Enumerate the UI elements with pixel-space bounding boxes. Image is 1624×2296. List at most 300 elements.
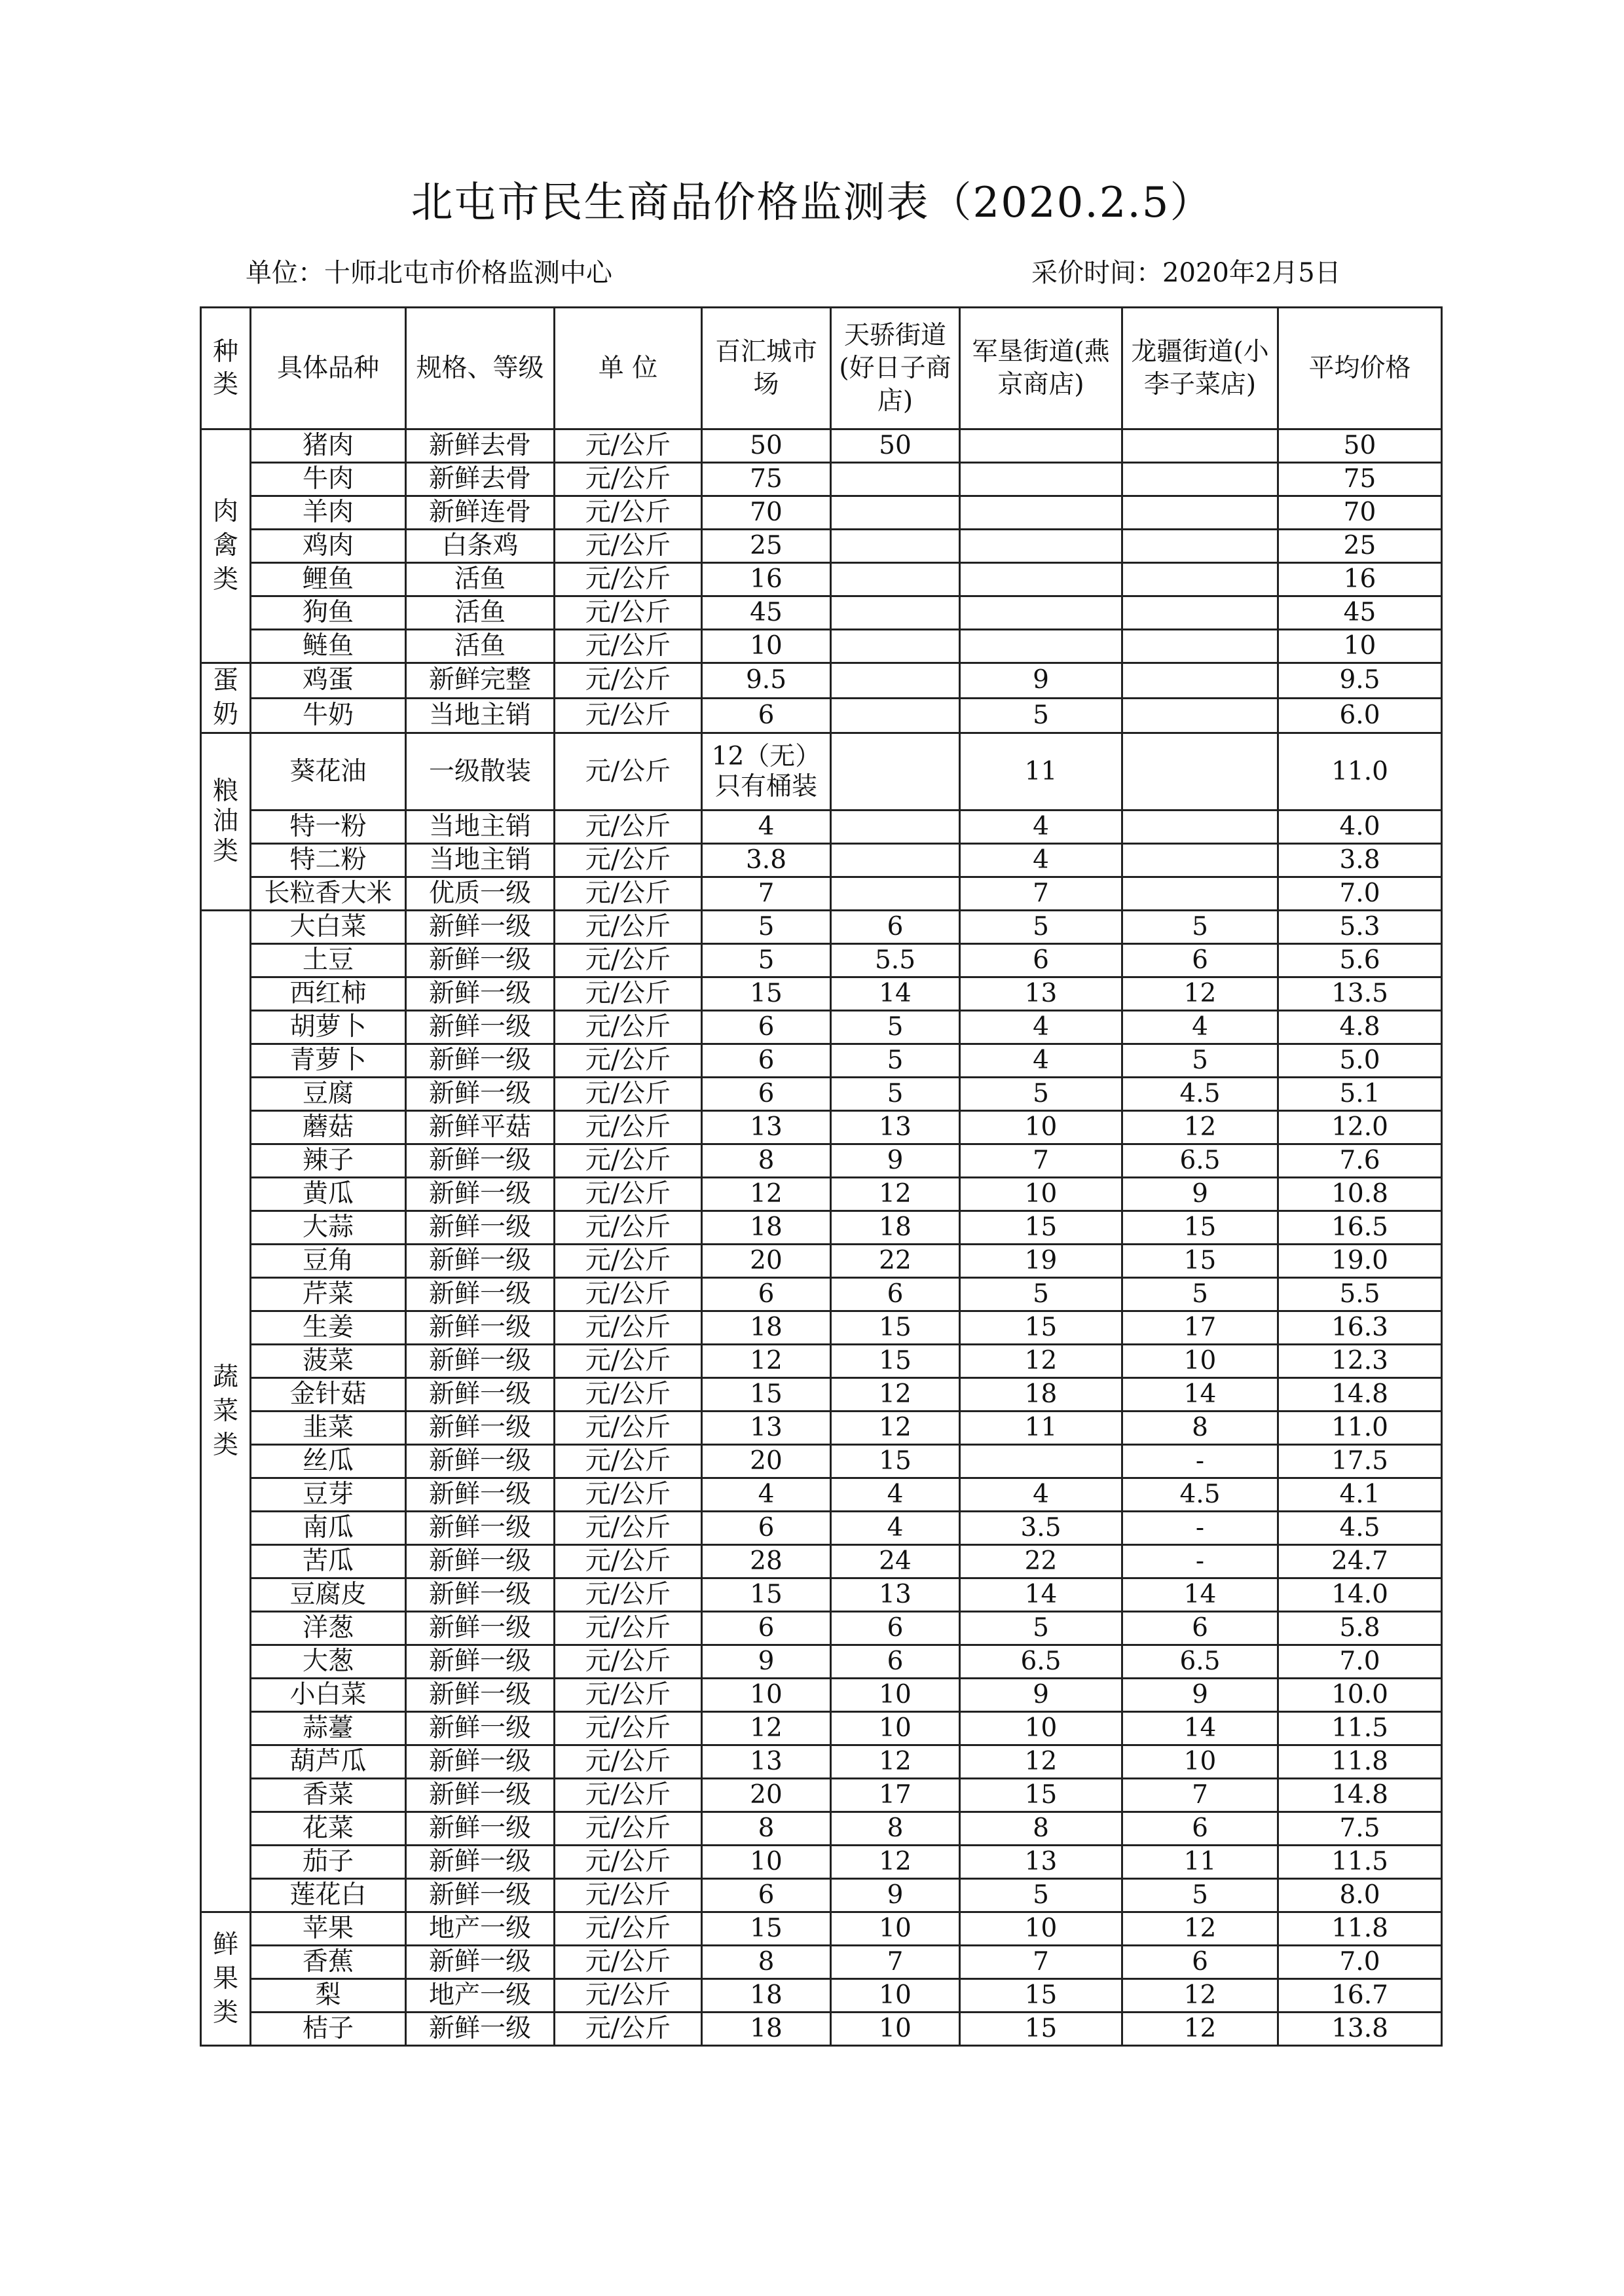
spec-cell: 新鲜一级 (406, 1445, 555, 1478)
price-market-4-cell: 6 (1122, 1612, 1278, 1645)
item-cell: 猪肉 (251, 429, 406, 463)
price-market-4-cell: 12 (1122, 1979, 1278, 2013)
price-market-4-cell: 5 (1122, 1278, 1278, 1311)
table-row (201, 596, 1442, 630)
spec-cell: 新鲜一级 (406, 1144, 555, 1178)
price-market-4-cell: 6.5 (1122, 1645, 1278, 1679)
unit-cell: 元/公斤 (555, 1144, 702, 1178)
price-market-3-cell: 5 (960, 1278, 1122, 1311)
price-market-1-cell: 13 (702, 1745, 831, 1779)
table-row (201, 1679, 1442, 1712)
price-market-2-cell: 5 (831, 1078, 960, 1111)
table-row (201, 844, 1442, 877)
header-item: 具体品种 (251, 308, 406, 429)
average-price-cell: 24.7 (1278, 1545, 1442, 1578)
unit-cell: 元/公斤 (555, 496, 702, 530)
header-market-2: 天骄街道(好日子商店) (831, 308, 960, 429)
header-category: 种类 (201, 308, 251, 429)
price-market-3-cell: 15 (960, 2013, 1122, 2046)
spec-cell: 新鲜一级 (406, 1779, 555, 1812)
item-cell: 洋葱 (251, 1612, 406, 1645)
price-market-3-cell: 15 (960, 1979, 1122, 2013)
unit-cell: 元/公斤 (555, 530, 702, 563)
item-cell: 鲤鱼 (251, 563, 406, 596)
price-market-2-cell: 12 (831, 1178, 960, 1211)
average-price-cell: 11.8 (1278, 1745, 1442, 1779)
price-market-1-cell: 18 (702, 1211, 831, 1245)
price-market-2-cell: 14 (831, 977, 960, 1011)
item-cell: 鲢鱼 (251, 630, 406, 663)
price-market-2-cell: 24 (831, 1545, 960, 1578)
price-market-2-cell: 4 (831, 1512, 960, 1545)
average-price-cell: 5.6 (1278, 944, 1442, 977)
price-market-1-cell: 10 (702, 1679, 831, 1712)
average-price-cell: 16.5 (1278, 1211, 1442, 1245)
price-market-1-cell: 12 (702, 1712, 831, 1745)
price-market-4-cell: 12 (1122, 1111, 1278, 1144)
item-cell: 葵花油 (251, 733, 406, 811)
price-market-1-cell: 45 (702, 596, 831, 630)
header-spec: 规格、等级 (406, 308, 555, 429)
price-market-2-cell: 7 (831, 1946, 960, 1979)
price-market-4-cell (1122, 698, 1278, 733)
item-cell: 葫芦瓜 (251, 1745, 406, 1779)
price-market-3-cell: 7 (960, 1946, 1122, 1979)
table-row (201, 1946, 1442, 1979)
price-market-4-cell: 6.5 (1122, 1144, 1278, 1178)
table-row (201, 2013, 1442, 2046)
table-row (201, 1545, 1442, 1578)
price-market-2-cell (831, 563, 960, 596)
unit-cell: 元/公斤 (555, 911, 702, 944)
price-market-4-cell (1122, 429, 1278, 463)
spec-cell: 当地主销 (406, 844, 555, 877)
item-cell: 韭菜 (251, 1412, 406, 1445)
spec-cell: 新鲜一级 (406, 1044, 555, 1078)
table-row (201, 1445, 1442, 1478)
price-market-3-cell: 14 (960, 1578, 1122, 1612)
price-market-3-cell: 10 (960, 1712, 1122, 1745)
price-market-1-cell: 15 (702, 1912, 831, 1946)
price-market-3-cell: 7 (960, 1144, 1122, 1178)
unit-cell: 元/公斤 (555, 1044, 702, 1078)
average-price-cell: 17.5 (1278, 1445, 1442, 1478)
price-market-4-cell: 5 (1122, 1044, 1278, 1078)
average-price-cell: 4.0 (1278, 811, 1442, 844)
price-market-4-cell: 6 (1122, 944, 1278, 977)
price-market-4-cell (1122, 811, 1278, 844)
price-market-2-cell (831, 463, 960, 496)
price-market-2-cell: 9 (831, 1144, 960, 1178)
table-row (201, 1111, 1442, 1144)
item-cell: 青萝卜 (251, 1044, 406, 1078)
price-market-4-cell (1122, 563, 1278, 596)
table-row (201, 1612, 1442, 1645)
price-market-4-cell: 9 (1122, 1679, 1278, 1712)
price-market-2-cell: 10 (831, 1679, 960, 1712)
price-market-1-cell: 12 (702, 1178, 831, 1211)
item-cell: 鸡蛋 (251, 663, 406, 699)
table-row (201, 1245, 1442, 1278)
header-market-4: 龙疆街道(小李子菜店) (1122, 308, 1278, 429)
price-market-3-cell: 3.5 (960, 1512, 1122, 1545)
price-market-4-cell: 8 (1122, 1412, 1278, 1445)
price-market-1-cell: 20 (702, 1245, 831, 1278)
average-price-cell: 7.0 (1278, 1645, 1442, 1679)
page-title: 北屯市民生商品价格监测表（2020.2.5） (411, 179, 1213, 227)
unit-cell: 元/公斤 (555, 1779, 702, 1812)
table-row (201, 1211, 1442, 1245)
price-market-4-cell (1122, 596, 1278, 630)
unit-cell: 元/公斤 (555, 1679, 702, 1712)
spec-cell: 新鲜一级 (406, 1812, 555, 1846)
item-cell: 菠菜 (251, 1345, 406, 1378)
table-row (201, 1645, 1442, 1679)
item-cell: 黄瓜 (251, 1178, 406, 1211)
average-price-cell: 5.0 (1278, 1044, 1442, 1078)
price-market-3-cell: 12 (960, 1345, 1122, 1378)
price-market-4-cell: 15 (1122, 1245, 1278, 1278)
item-cell: 羊肉 (251, 496, 406, 530)
average-price-cell: 11.0 (1278, 1412, 1442, 1445)
price-market-2-cell: 17 (831, 1779, 960, 1812)
price-market-1-cell: 9.5 (702, 663, 831, 699)
price-market-2-cell (831, 596, 960, 630)
price-market-3-cell (960, 496, 1122, 530)
price-market-1-cell: 25 (702, 530, 831, 563)
price-market-1-cell: 8 (702, 1144, 831, 1178)
unit-cell: 元/公斤 (555, 630, 702, 663)
average-price-cell: 13.5 (1278, 977, 1442, 1011)
item-cell: 蒜薹 (251, 1712, 406, 1745)
price-market-4-cell (1122, 530, 1278, 563)
item-cell: 蘑菇 (251, 1111, 406, 1144)
item-cell: 金针菇 (251, 1378, 406, 1412)
table-row (201, 496, 1442, 530)
average-price-cell: 16 (1278, 563, 1442, 596)
average-price-cell: 16.7 (1278, 1979, 1442, 2013)
unit-cell: 元/公斤 (555, 2013, 702, 2046)
price-market-3-cell (960, 530, 1122, 563)
price-market-4-cell: 12 (1122, 2013, 1278, 2046)
price-market-4-cell (1122, 733, 1278, 811)
item-cell: 苦瓜 (251, 1545, 406, 1578)
item-cell: 牛奶 (251, 698, 406, 733)
unit-cell: 元/公斤 (555, 844, 702, 877)
spec-cell: 新鲜一级 (406, 1412, 555, 1445)
price-market-4-cell (1122, 877, 1278, 911)
average-price-cell: 7.5 (1278, 1812, 1442, 1846)
price-market-4-cell: 14 (1122, 1712, 1278, 1745)
table-row (201, 1478, 1442, 1512)
header-market-3: 军垦街道(燕京商店) (960, 308, 1122, 429)
price-market-3-cell: 11 (960, 733, 1122, 811)
spec-cell: 新鲜一级 (406, 1478, 555, 1512)
spec-cell: 地产一级 (406, 1912, 555, 1946)
unit-cell: 元/公斤 (555, 1645, 702, 1679)
spec-cell: 新鲜完整 (406, 663, 555, 699)
average-price-cell: 3.8 (1278, 844, 1442, 877)
unit-cell: 元/公斤 (555, 698, 702, 733)
spec-cell: 地产一级 (406, 1979, 555, 2013)
item-cell: 小白菜 (251, 1679, 406, 1712)
price-market-1-cell: 8 (702, 1812, 831, 1846)
price-market-1-cell: 12（无）只有桶装 (702, 733, 831, 811)
item-cell: 鸡肉 (251, 530, 406, 563)
average-price-cell: 7.0 (1278, 1946, 1442, 1979)
price-market-4-cell: 10 (1122, 1745, 1278, 1779)
unit-cell: 元/公斤 (555, 663, 702, 699)
price-market-4-cell: 14 (1122, 1378, 1278, 1412)
average-price-cell: 10.0 (1278, 1679, 1442, 1712)
price-market-4-cell: 4 (1122, 1011, 1278, 1044)
price-market-3-cell: 19 (960, 1245, 1122, 1278)
header-average: 平均价格 (1278, 308, 1442, 429)
spec-cell: 新鲜一级 (406, 1211, 555, 1245)
price-market-2-cell (831, 530, 960, 563)
unit-cell: 元/公斤 (555, 596, 702, 630)
price-market-3-cell: 13 (960, 977, 1122, 1011)
price-market-2-cell: 12 (831, 1846, 960, 1879)
category-label: 蛋奶 (213, 666, 239, 729)
category-label: 蔬菜类 (213, 1362, 239, 1460)
item-cell: 苹果 (251, 1912, 406, 1946)
spec-cell: 优质一级 (406, 877, 555, 911)
average-price-cell: 11.0 (1278, 733, 1442, 811)
price-market-1-cell: 6 (702, 1278, 831, 1311)
price-market-1-cell: 10 (702, 630, 831, 663)
price-market-2-cell: 10 (831, 2013, 960, 2046)
spec-cell: 新鲜一级 (406, 1545, 555, 1578)
spec-cell: 新鲜去骨 (406, 463, 555, 496)
price-market-2-cell (831, 811, 960, 844)
price-market-4-cell: 9 (1122, 1178, 1278, 1211)
item-cell: 辣子 (251, 1144, 406, 1178)
price-market-2-cell (831, 663, 960, 699)
spec-cell: 新鲜一级 (406, 1879, 555, 1912)
price-market-4-cell (1122, 630, 1278, 663)
price-market-4-cell: 5 (1122, 911, 1278, 944)
average-price-cell: 5.5 (1278, 1278, 1442, 1311)
table-row (201, 1311, 1442, 1345)
price-market-1-cell: 4 (702, 1478, 831, 1512)
price-market-4-cell: 7 (1122, 1779, 1278, 1812)
price-market-1-cell: 15 (702, 1378, 831, 1412)
average-price-cell: 5.3 (1278, 911, 1442, 944)
item-cell: 豆角 (251, 1245, 406, 1278)
price-market-1-cell: 50 (702, 429, 831, 463)
price-market-3-cell: 4 (960, 1044, 1122, 1078)
price-market-2-cell (831, 844, 960, 877)
price-market-2-cell: 50 (831, 429, 960, 463)
spec-cell: 新鲜一级 (406, 1011, 555, 1044)
unit-cell: 元/公斤 (555, 1512, 702, 1545)
table-row (201, 1044, 1442, 1078)
table-row (201, 1378, 1442, 1412)
price-market-3-cell: 5 (960, 911, 1122, 944)
average-price-cell: 4.1 (1278, 1478, 1442, 1512)
spec-cell: 当地主销 (406, 698, 555, 733)
price-market-4-cell (1122, 663, 1278, 699)
price-market-2-cell: 10 (831, 1979, 960, 2013)
table-row (201, 1144, 1442, 1178)
date-label: 采价时间：2020年2月5日 (1031, 258, 1341, 288)
average-price-cell: 25 (1278, 530, 1442, 563)
price-market-3-cell: 4 (960, 1478, 1122, 1512)
unit-cell: 元/公斤 (555, 1578, 702, 1612)
table-row (201, 563, 1442, 596)
average-price-cell: 4.8 (1278, 1011, 1442, 1044)
price-market-3-cell (960, 563, 1122, 596)
price-market-3-cell (960, 596, 1122, 630)
price-market-3-cell: 9 (960, 663, 1122, 699)
spec-cell: 新鲜一级 (406, 1578, 555, 1612)
price-market-1-cell: 6 (702, 1078, 831, 1111)
price-market-3-cell: 12 (960, 1745, 1122, 1779)
spec-cell: 白条鸡 (406, 530, 555, 563)
item-cell: 豆腐 (251, 1078, 406, 1111)
unit-cell: 元/公斤 (555, 1812, 702, 1846)
price-market-1-cell: 7 (702, 877, 831, 911)
price-market-2-cell (831, 630, 960, 663)
price-market-1-cell: 6 (702, 1512, 831, 1545)
unit-cell: 元/公斤 (555, 1078, 702, 1111)
price-market-1-cell: 15 (702, 977, 831, 1011)
table-row (201, 1745, 1442, 1779)
price-market-3-cell: 7 (960, 877, 1122, 911)
average-price-cell: 14.8 (1278, 1779, 1442, 1812)
spec-cell: 新鲜一级 (406, 2013, 555, 2046)
price-market-3-cell: 4 (960, 844, 1122, 877)
price-market-2-cell (831, 496, 960, 530)
price-market-2-cell (831, 733, 960, 811)
average-price-cell: 11.8 (1278, 1912, 1442, 1946)
category-label: 鲜果类 (213, 1929, 239, 2028)
price-market-2-cell: 12 (831, 1378, 960, 1412)
unit-cell: 元/公斤 (555, 1612, 702, 1645)
average-price-cell: 16.3 (1278, 1311, 1442, 1345)
price-market-1-cell: 8 (702, 1946, 831, 1979)
spec-cell: 新鲜一级 (406, 1378, 555, 1412)
price-market-2-cell: 6 (831, 1278, 960, 1311)
price-market-1-cell: 10 (702, 1846, 831, 1879)
average-price-cell: 70 (1278, 496, 1442, 530)
item-cell: 香菜 (251, 1779, 406, 1812)
unit-cell: 元/公斤 (555, 1946, 702, 1979)
spec-cell: 新鲜一级 (406, 911, 555, 944)
price-market-1-cell: 18 (702, 2013, 831, 2046)
price-market-2-cell: 5 (831, 1011, 960, 1044)
price-market-2-cell: 13 (831, 1111, 960, 1144)
price-market-3-cell (960, 463, 1122, 496)
price-market-2-cell: 18 (831, 1211, 960, 1245)
price-market-3-cell: 8 (960, 1812, 1122, 1846)
price-market-1-cell: 5 (702, 911, 831, 944)
table-row (201, 429, 1442, 463)
price-market-2-cell: 15 (831, 1345, 960, 1378)
average-price-cell: 9.5 (1278, 663, 1442, 699)
price-market-4-cell: 6 (1122, 1812, 1278, 1846)
item-cell: 长粒香大米 (251, 877, 406, 911)
price-market-3-cell: 4 (960, 1011, 1122, 1044)
price-market-2-cell: 13 (831, 1578, 960, 1612)
table-row (201, 1812, 1442, 1846)
average-price-cell: 11.5 (1278, 1846, 1442, 1879)
unit-cell: 元/公斤 (555, 1745, 702, 1779)
price-market-1-cell: 6 (702, 1044, 831, 1078)
unit-cell: 元/公斤 (555, 429, 702, 463)
price-market-2-cell: 10 (831, 1912, 960, 1946)
unit-cell: 元/公斤 (555, 1879, 702, 1912)
spec-cell: 新鲜一级 (406, 1745, 555, 1779)
price-table (200, 306, 1443, 2047)
price-market-3-cell: 22 (960, 1545, 1122, 1578)
price-market-2-cell: 6 (831, 911, 960, 944)
item-cell: 茄子 (251, 1846, 406, 1879)
price-market-3-cell (960, 429, 1122, 463)
price-market-1-cell: 12 (702, 1345, 831, 1378)
item-cell: 南瓜 (251, 1512, 406, 1545)
price-market-3-cell: 5 (960, 1078, 1122, 1111)
table-row (201, 877, 1442, 911)
average-price-cell: 12.3 (1278, 1345, 1442, 1378)
table-row (201, 1345, 1442, 1378)
item-cell: 芹菜 (251, 1278, 406, 1311)
price-market-3-cell: 18 (960, 1378, 1122, 1412)
table-header-row (201, 308, 1442, 429)
price-market-1-cell: 6 (702, 1879, 831, 1912)
spec-cell: 一级散装 (406, 733, 555, 811)
price-market-4-cell: 14 (1122, 1578, 1278, 1612)
item-cell: 豆芽 (251, 1478, 406, 1512)
item-cell: 花菜 (251, 1812, 406, 1846)
price-market-3-cell: 15 (960, 1311, 1122, 1345)
unit-cell: 元/公斤 (555, 1245, 702, 1278)
spec-cell: 新鲜一级 (406, 1846, 555, 1879)
price-market-1-cell: 4 (702, 811, 831, 844)
spec-cell: 新鲜一级 (406, 1946, 555, 1979)
average-price-cell: 4.5 (1278, 1512, 1442, 1545)
price-market-4-cell: 12 (1122, 977, 1278, 1011)
price-market-1-cell: 28 (702, 1545, 831, 1578)
item-cell: 大白菜 (251, 911, 406, 944)
average-price-cell: 5.8 (1278, 1612, 1442, 1645)
price-market-4-cell (1122, 844, 1278, 877)
unit-cell: 元/公斤 (555, 1478, 702, 1512)
price-market-1-cell: 5 (702, 944, 831, 977)
item-cell: 狗鱼 (251, 596, 406, 630)
table-row (201, 1178, 1442, 1211)
spec-cell: 新鲜一级 (406, 1645, 555, 1679)
price-market-3-cell: 6.5 (960, 1645, 1122, 1679)
table-row (201, 1979, 1442, 2013)
table-row (201, 1879, 1442, 1912)
average-price-cell: 75 (1278, 463, 1442, 496)
category-label: 粮油类 (213, 776, 239, 866)
unit-cell: 元/公斤 (555, 563, 702, 596)
price-market-1-cell: 3.8 (702, 844, 831, 877)
category-cell (201, 429, 251, 663)
item-cell: 土豆 (251, 944, 406, 977)
spec-cell: 活鱼 (406, 596, 555, 630)
spec-cell: 新鲜一级 (406, 1712, 555, 1745)
table-row (201, 977, 1442, 1011)
unit-cell: 元/公斤 (555, 1445, 702, 1478)
price-market-1-cell: 13 (702, 1111, 831, 1144)
price-market-1-cell: 75 (702, 463, 831, 496)
header-market-1: 百汇城市场 (702, 308, 831, 429)
price-market-2-cell: 6 (831, 1612, 960, 1645)
